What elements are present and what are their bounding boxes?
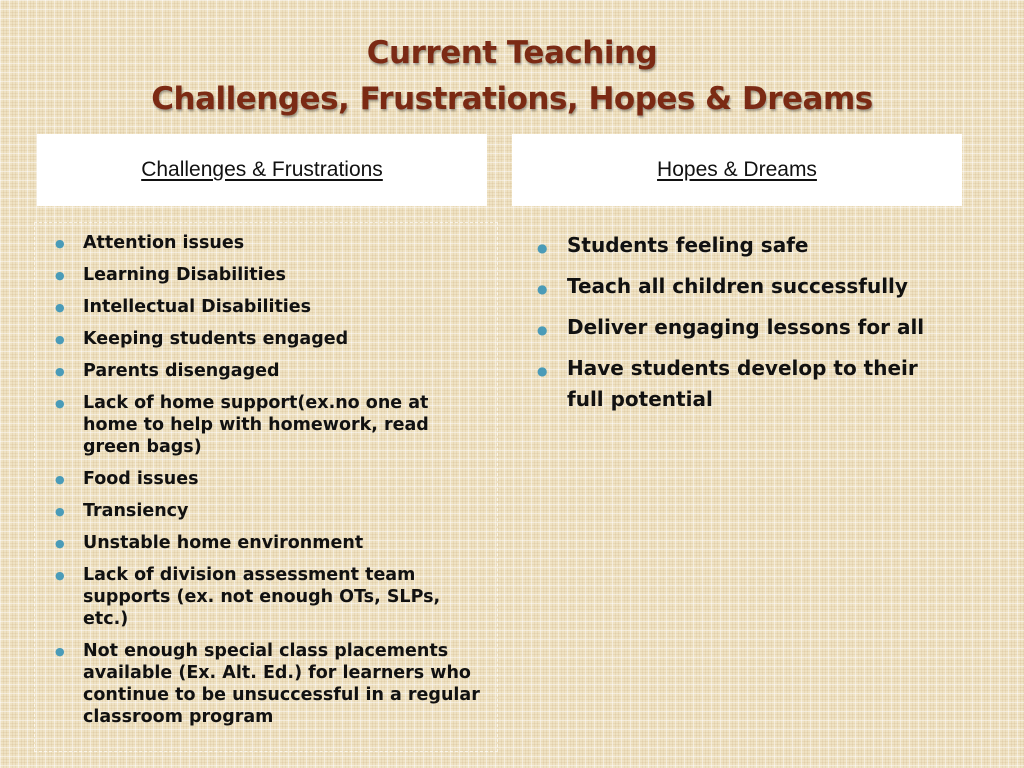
list-item bbox=[55, 564, 485, 630]
list-item bbox=[537, 271, 957, 302]
list-item bbox=[55, 532, 485, 554]
list-item-text: Learning Disabilities bbox=[83, 265, 286, 285]
hopes-header-cell bbox=[512, 134, 962, 206]
bullet-icon: ● bbox=[55, 537, 65, 550]
list-item-text: Deliver engaging lessons for all bbox=[567, 315, 925, 339]
list-item bbox=[55, 392, 485, 458]
bullet-icon: ● bbox=[55, 269, 65, 282]
bullet-icon: ● bbox=[55, 473, 65, 486]
list-item-text: Have students develop to their full potential bbox=[567, 356, 918, 411]
bullet-icon: ● bbox=[55, 301, 65, 314]
slide-title bbox=[0, 30, 1024, 122]
challenges-header: Challenges & Frustrations bbox=[141, 158, 383, 181]
list-item-text: Parents disengaged bbox=[83, 361, 280, 381]
list-item bbox=[537, 230, 957, 261]
challenges-list bbox=[55, 232, 485, 738]
title-line-1: Current Teaching bbox=[366, 35, 658, 71]
list-item bbox=[537, 353, 957, 415]
bullet-icon: ● bbox=[537, 364, 548, 378]
list-item bbox=[55, 264, 485, 286]
list-item-text: Students feeling safe bbox=[567, 233, 809, 257]
title-line-2: Challenges, Frustrations, Hopes & Dreams bbox=[151, 81, 873, 117]
list-item bbox=[55, 500, 485, 522]
list-item-text: Teach all children successfully bbox=[567, 274, 908, 298]
bullet-icon: ● bbox=[537, 323, 548, 337]
bullet-icon: ● bbox=[55, 645, 65, 658]
list-item bbox=[55, 360, 485, 382]
list-item-text: Food issues bbox=[83, 469, 199, 489]
bullet-icon: ● bbox=[537, 241, 548, 255]
list-item-text: Keeping students engaged bbox=[83, 329, 349, 349]
list-item bbox=[55, 640, 485, 728]
bullet-icon: ● bbox=[55, 237, 65, 250]
bullet-icon: ● bbox=[537, 282, 548, 296]
bullet-icon: ● bbox=[55, 365, 65, 378]
list-item-text: Not enough special class placements available (Ex. Alt. Ed.) for learners who continue to be unsuccessful in a regular classroom program bbox=[83, 641, 480, 727]
list-item bbox=[55, 328, 485, 350]
list-item-text: Unstable home environment bbox=[83, 533, 364, 553]
bullet-icon: ● bbox=[55, 505, 65, 518]
list-item bbox=[537, 312, 957, 343]
list-item bbox=[55, 468, 485, 490]
list-item-text: Transiency bbox=[83, 501, 189, 521]
list-item-text: Lack of home support(ex.no one at home to help with homework, read green bags) bbox=[83, 393, 429, 457]
hopes-list bbox=[537, 230, 957, 425]
list-item-text: Attention issues bbox=[83, 233, 245, 253]
bullet-icon: ● bbox=[55, 397, 65, 410]
bullet-icon: ● bbox=[55, 333, 65, 346]
list-item-text: Intellectual Disabilities bbox=[83, 297, 312, 317]
list-item-text: Lack of division assessment team supports (ex. not enough OTs, SLPs, etc.) bbox=[83, 565, 441, 629]
challenges-header-cell bbox=[37, 134, 487, 206]
list-item bbox=[55, 232, 485, 254]
hopes-header: Hopes & Dreams bbox=[657, 158, 817, 181]
bullet-icon: ● bbox=[55, 569, 65, 582]
list-item bbox=[55, 296, 485, 318]
